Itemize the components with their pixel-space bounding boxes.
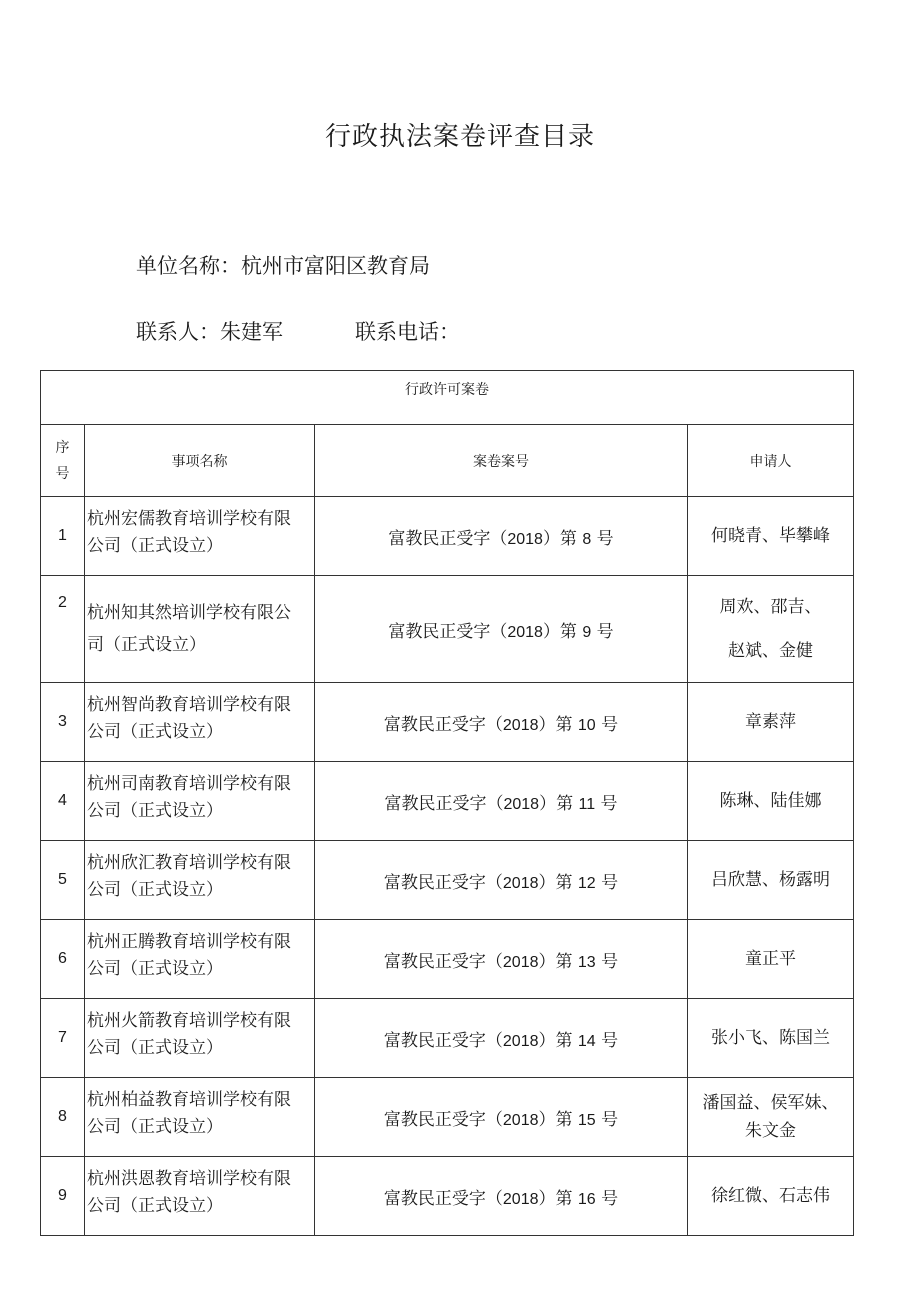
case-num: 9 (582, 623, 592, 641)
row-applicant (688, 762, 854, 841)
row-seq: 3 (41, 683, 85, 762)
contact-phone-label: 联系电话： (355, 320, 460, 344)
row-applicant-line1: 张小飞、陈国兰 (711, 1028, 830, 1048)
table-row (41, 683, 854, 762)
row-case-number (315, 762, 688, 841)
row-item-name-line1: 杭州知其然培训学校有限公 (87, 603, 291, 623)
case-year: 2018 (507, 530, 543, 548)
row-item-name-line1: 杭州火箭教育培训学校有限 (87, 1011, 291, 1031)
row-item-name-line2: 公司（正式设立） (87, 536, 223, 556)
row-case-number (315, 683, 688, 762)
case-mid: ）第 (542, 621, 583, 642)
case-prefix: 富教民正受字（ (388, 528, 508, 549)
row-item-name-line2: 公司（正式设立） (87, 1038, 223, 1058)
row-item-name (85, 920, 315, 999)
row-applicant-line1: 徐红微、石志伟 (711, 1186, 830, 1206)
row-item-name-line2: 公司（正式设立） (87, 1117, 223, 1137)
section-title: 行政许可案卷 (41, 371, 854, 425)
row-case-number (315, 576, 688, 683)
case-mid: ）第 (539, 793, 579, 814)
row-item-name (85, 683, 315, 762)
case-prefix: 富教民正受字（ (383, 1030, 503, 1051)
header-case-no: 案卷案号 (315, 425, 688, 497)
row-seq: 4 (41, 762, 85, 841)
row-item-name-line1: 杭州洪恩教育培训学校有限 (87, 1169, 291, 1189)
case-mid: ）第 (538, 714, 578, 735)
page-title: 行政执法案卷评查目录 (324, 122, 595, 152)
case-year: 2018 (503, 795, 540, 813)
row-applicant (688, 999, 854, 1078)
row-applicant (688, 683, 854, 762)
row-case-number (315, 920, 688, 999)
row-item-name-line1: 杭州宏儒教育培训学校有限 (87, 509, 291, 529)
row-applicant-line1: 章素萍 (745, 712, 796, 732)
row-item-name-line2: 公司（正式设立） (87, 722, 223, 742)
contact-line (136, 316, 460, 346)
row-item-name (85, 576, 315, 683)
case-prefix: 富教民正受字（ (383, 1188, 503, 1209)
row-applicant-line1: 周欢、邵吉、 (719, 597, 822, 617)
row-item-name (85, 999, 315, 1078)
case-mid: ）第 (538, 951, 578, 972)
case-suffix: 号 (595, 951, 619, 972)
row-case-number (315, 999, 688, 1078)
row-case-number (315, 497, 688, 576)
row-case-number (315, 841, 688, 920)
row-case-number (315, 1157, 688, 1236)
case-year: 2018 (502, 953, 539, 971)
row-seq: 9 (41, 1157, 85, 1236)
case-num: 12 (577, 874, 596, 892)
unit-line (136, 250, 430, 280)
row-seq: 6 (41, 920, 85, 999)
row-item-name (85, 497, 315, 576)
row-seq: 1 (41, 497, 85, 576)
table-row (41, 1078, 854, 1157)
row-seq: 5 (41, 841, 85, 920)
case-year: 2018 (502, 1111, 539, 1129)
case-year: 2018 (507, 623, 543, 641)
table-row (41, 576, 854, 683)
row-applicant-line2: 赵斌、金健 (728, 641, 813, 661)
header-name: 事项名称 (85, 425, 315, 497)
table-row (41, 999, 854, 1078)
row-applicant (688, 576, 854, 683)
case-suffix: 号 (591, 528, 614, 549)
case-mid: ）第 (538, 872, 578, 893)
row-applicant-line2: 朱文金 (745, 1121, 796, 1141)
row-item-name (85, 1078, 315, 1157)
row-applicant-line1: 潘国益、侯军妹、 (702, 1093, 839, 1113)
header-seq-line2: 号 (55, 465, 70, 482)
case-prefix: 富教民正受字（ (383, 1109, 503, 1130)
row-seq: 8 (41, 1078, 85, 1157)
row-item-name-line2: 公司（正式设立） (87, 880, 223, 900)
row-applicant-line1: 陈琳、陆佳娜 (719, 791, 822, 811)
row-case-number (315, 1078, 688, 1157)
row-item-name-line2: 公司（正式设立） (87, 959, 223, 979)
case-suffix: 号 (595, 1109, 619, 1130)
case-suffix: 号 (595, 714, 619, 735)
row-item-name (85, 841, 315, 920)
table-row (41, 497, 854, 576)
case-mid: ）第 (538, 1109, 578, 1130)
case-prefix: 富教民正受字（ (388, 621, 508, 642)
row-applicant-line1: 吕欣慧、杨露明 (711, 870, 830, 890)
row-applicant (688, 1157, 854, 1236)
case-num: 11 (578, 795, 596, 813)
case-num: 10 (577, 716, 596, 734)
header-seq-line1: 序 (55, 439, 70, 456)
case-table (40, 370, 854, 1236)
row-applicant (688, 920, 854, 999)
row-applicant-line1: 童正平 (745, 949, 796, 969)
case-year: 2018 (502, 716, 539, 734)
case-suffix: 号 (595, 872, 619, 893)
row-item-name-line1: 杭州欣汇教育培训学校有限 (87, 853, 291, 873)
case-suffix: 号 (591, 621, 614, 642)
case-num: 14 (577, 1032, 596, 1050)
table-row (41, 841, 854, 920)
row-item-name-line1: 杭州司南教育培训学校有限 (87, 774, 291, 794)
case-mid: ）第 (542, 528, 583, 549)
row-item-name-line2: 司（正式设立） (87, 635, 206, 655)
case-mid: ）第 (538, 1188, 578, 1209)
case-num: 16 (577, 1190, 596, 1208)
case-num: 8 (582, 530, 592, 548)
row-item-name-line2: 公司（正式设立） (87, 1196, 223, 1216)
row-item-name (85, 1157, 315, 1236)
header-seq (41, 425, 85, 497)
unit-value: 杭州市富阳区教育局 (241, 254, 430, 278)
contact-person-value: 朱建军 (220, 320, 283, 344)
row-applicant (688, 497, 854, 576)
unit-label: 单位名称： (136, 254, 241, 278)
case-num: 13 (577, 953, 596, 971)
case-prefix: 富教民正受字（ (383, 872, 503, 893)
table-row (41, 1157, 854, 1236)
case-prefix: 富教民正受字（ (383, 714, 503, 735)
case-prefix: 富教民正受字（ (383, 951, 503, 972)
row-item-name-line1: 杭州正腾教育培训学校有限 (87, 932, 291, 952)
table-row (41, 920, 854, 999)
case-year: 2018 (502, 1032, 539, 1050)
row-item-name-line1: 杭州柏益教育培训学校有限 (87, 1090, 291, 1110)
case-prefix: 富教民正受字（ (384, 793, 504, 814)
table-header-row (41, 425, 854, 497)
case-suffix: 号 (595, 1188, 619, 1209)
row-applicant (688, 841, 854, 920)
case-mid: ）第 (538, 1030, 578, 1051)
case-suffix: 号 (595, 1030, 619, 1051)
case-num: 15 (577, 1111, 596, 1129)
section-title-row (41, 371, 854, 425)
row-seq: 7 (41, 999, 85, 1078)
table-row (41, 762, 854, 841)
row-item-name-line2: 公司（正式设立） (87, 801, 223, 821)
case-year: 2018 (502, 874, 539, 892)
case-year: 2018 (502, 1190, 539, 1208)
contact-person-label: 联系人： (136, 320, 220, 344)
header-applicant: 申请人 (688, 425, 854, 497)
row-applicant (688, 1078, 854, 1157)
row-item-name-line1: 杭州智尚教育培训学校有限 (87, 695, 291, 715)
row-seq: 2 (41, 576, 85, 683)
case-suffix: 号 (595, 793, 618, 814)
row-item-name (85, 762, 315, 841)
row-applicant-line1: 何晓青、毕攀峰 (711, 526, 830, 546)
